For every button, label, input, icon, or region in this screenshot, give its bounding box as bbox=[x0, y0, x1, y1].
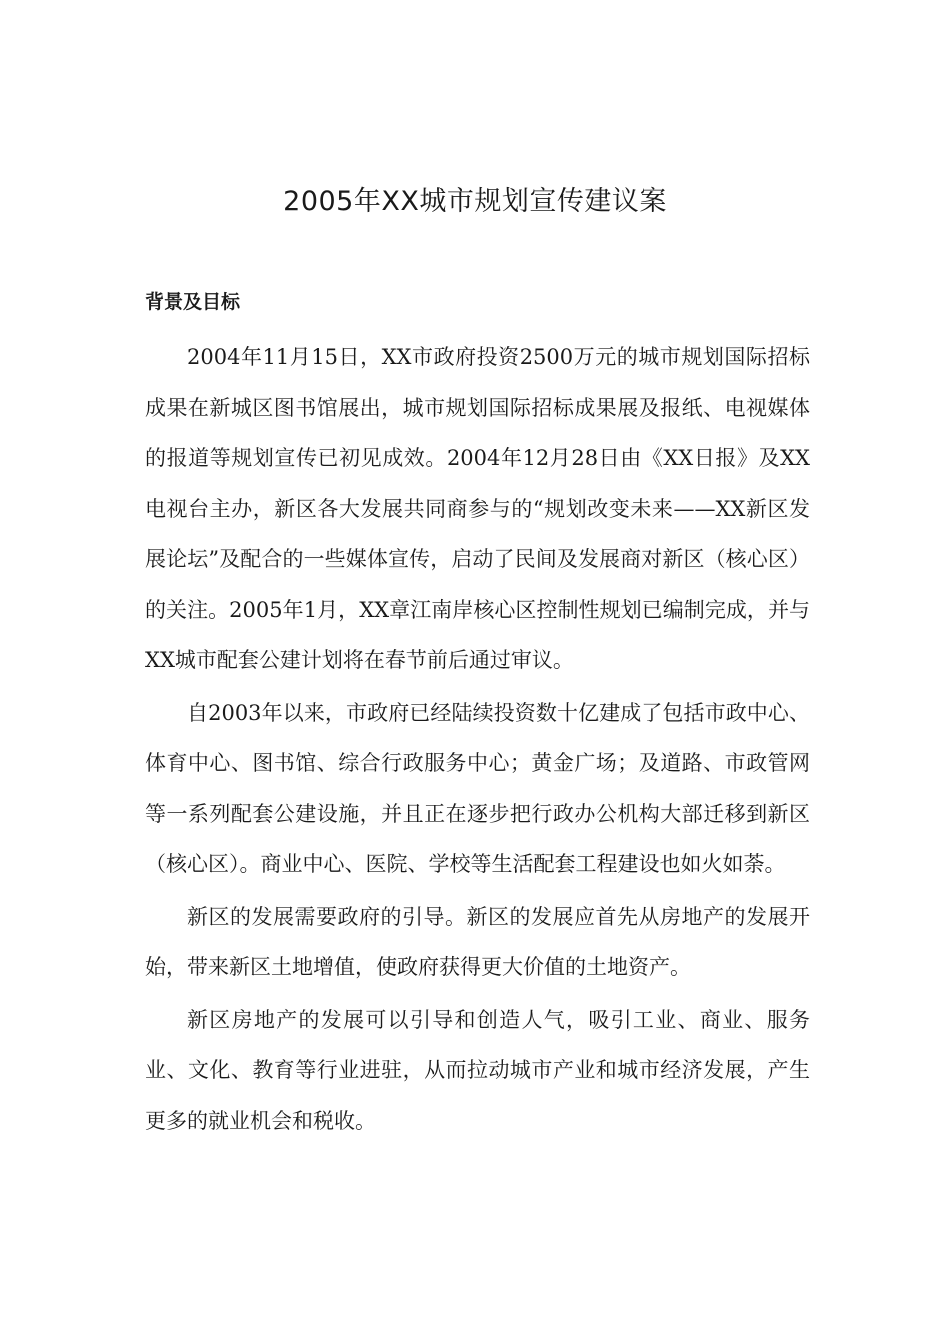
paragraph-investment: 自2003年以来，市政府已经陆续投资数十亿建成了包括市政中心、体育中心、图书馆、综合行政服务中心；黄金广场；及道路、市政管网等一系列配套公建设施，并且正在逐步把行政办公机构大部迁移到新区（核心区）。商业中心、医院、学校等生活配套工程建设也如火如荼。 bbox=[145, 700, 810, 876]
paragraph-background: 2004年11月15日，XX市政府投资2500万元的城市规划国际招标成果在新城区图书馆展出，城市规划国际招标成果展及报纸、电视媒体的报道等规划宣传已初见成效。2004年12月28日由《XX日报》及XX电视台主办，新区各大发展共同商参与的“规划改变未来——XX新区发展论坛”及配合的一些媒体宣传，启动了民间及发展商对新区（核心区）的关注。2005年1月，XX章江南岸核心区控制性规划已编制完成，并与XX城市配套公建计划将在春节前后通过审议。 bbox=[145, 345, 810, 672]
paragraph-real-estate: 新区房地产的发展可以引导和创造人气，吸引工业、商业、服务业、文化、教育等行业进驻，从而拉动城市产业和城市经济发展，产生更多的就业机会和税收。 bbox=[145, 1007, 810, 1133]
section-heading: 背景及目标 bbox=[145, 291, 241, 313]
document-title: 2005年XX城市规划宣传建议案 bbox=[283, 186, 667, 217]
paragraph-government-guidance: 新区的发展需要政府的引导。新区的发展应首先从房地产的发展开始，带来新区土地增值，使政府获得更大价值的土地资产。 bbox=[145, 904, 810, 979]
document-body bbox=[145, 282, 810, 1146]
